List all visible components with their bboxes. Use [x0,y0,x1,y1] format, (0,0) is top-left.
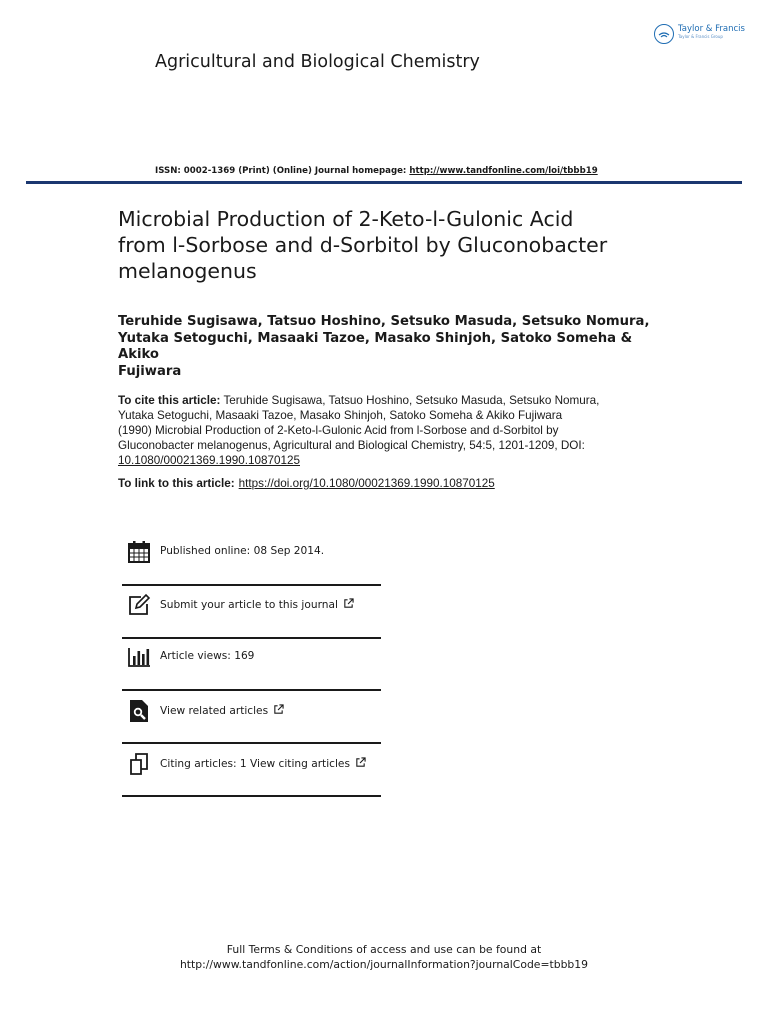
journal-title: Agricultural and Biological Chemistry [155,52,480,72]
article-title [118,206,658,284]
published-date: Published online: 08 Sep 2014. [160,545,325,557]
citing-pages-icon [127,752,151,776]
footer-terms-url[interactable]: http://www.tandfonline.com/action/journalInformation?journalCode=tbbb19 [179,958,589,971]
info-divider [122,637,381,639]
article-link-label: To link to this article: [118,477,235,490]
info-divider [122,742,381,744]
article-title-line: melanogenus [118,259,257,283]
article-views-count: Article views: 169 [160,650,255,662]
related-articles-link[interactable]: View related articles [160,704,284,717]
citing-articles-link[interactable]: Citing articles: 1 View citing articles [160,757,366,770]
article-doi-link[interactable]: https://doi.org/10.1080/00021369.1990.10870125 [238,477,495,490]
publisher-name: Taylor & Francis [678,24,745,34]
citation-text: (1990) Microbial Production of 2-Keto-l-Gulonic Acid from l-Sorbose and d-Sorbitol by [118,424,559,437]
header-rule [26,181,742,184]
citation-doi-link[interactable]: 10.1080/00021369.1990.10870125 [118,454,300,467]
article-title-line: Microbial Production of 2-Keto-l-Gulonic Acid [118,207,574,231]
publisher-group: Taylor & Francis Group [678,33,723,39]
footer-terms: Full Terms & Conditions of access and use can be found at [226,943,542,956]
citation-label: To cite this article: [118,394,221,407]
external-link-icon [355,757,366,768]
article-link-block [118,477,678,490]
citation-text: Yutaka Setoguchi, Masaaki Tazoe, Masako Shinjoh, Satoko Someha & Akiko Fujiwara [118,409,563,422]
external-link-icon [343,598,354,609]
bar-chart-icon [127,645,151,669]
publisher-logo[interactable] [654,22,754,48]
footer [0,942,768,972]
publisher-logo-icon [654,24,674,44]
info-divider [122,795,381,797]
citation-text: Gluconobacter melanogenus, Agricultural and Biological Chemistry, 54:5, 1201-1209, DOI: [118,439,585,452]
authors-line: Yutaka Setoguchi, Masaaki Tazoe, Masako Shinjoh, Satoko Someha & Akiko [118,330,633,362]
citation-text: Teruhide Sugisawa, Tatsuo Hoshino, Setsuko Masuda, Setsuko Nomura, [220,394,600,407]
info-divider [122,584,381,586]
info-divider [122,689,381,691]
article-authors [118,314,658,380]
submit-article-link[interactable]: Submit your article to this journal [160,598,354,611]
issn-line [155,166,598,176]
related-search-icon [127,699,151,723]
journal-homepage-link[interactable]: http://www.tandfonline.com/loi/tbbb19 [409,166,598,176]
authors-line: Teruhide Sugisawa, Tatsuo Hoshino, Setsuko Masuda, Setsuko Nomura, [118,314,650,329]
citation-block [118,393,638,468]
external-link-icon [273,704,284,715]
issn-text: ISSN: 0002-1369 (Print) (Online) Journal homepage: [155,166,410,176]
authors-line: Fujiwara [118,363,182,379]
edit-icon [127,593,151,617]
article-title-line: from l-Sorbose and d-Sorbitol by Gluconobacter [118,233,608,257]
calendar-icon [127,540,151,564]
